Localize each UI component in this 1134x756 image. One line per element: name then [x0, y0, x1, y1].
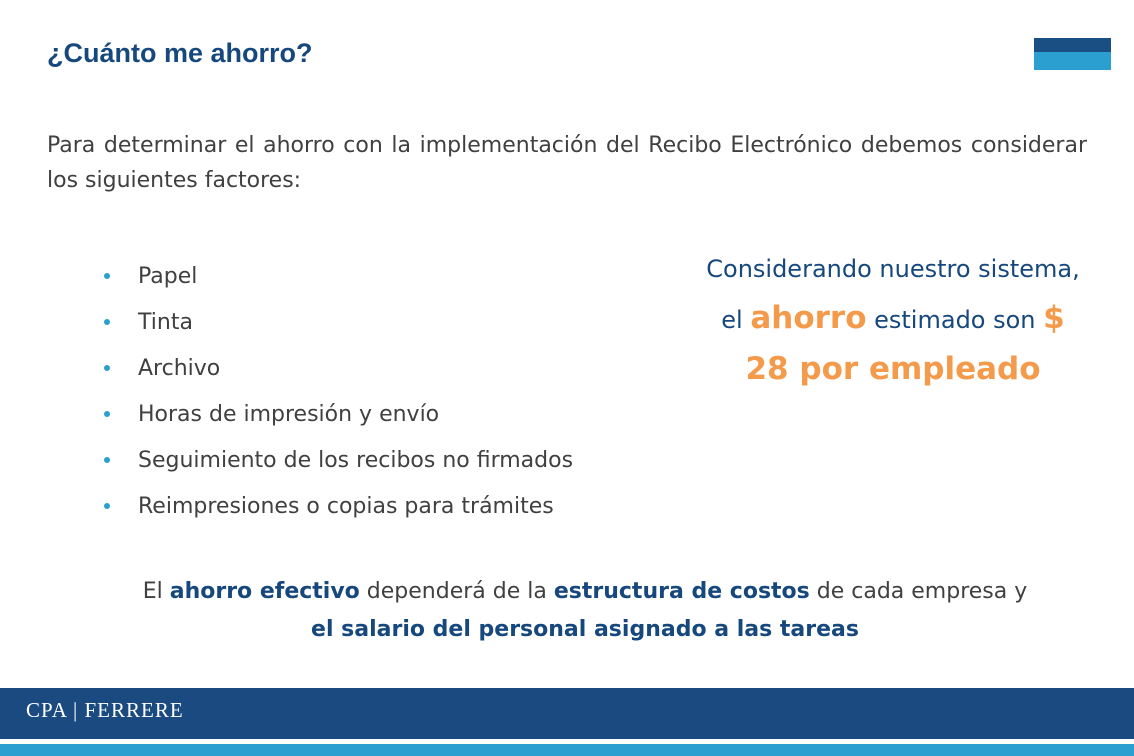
bullet-icon [104, 273, 110, 279]
corner-brand-mark [1034, 38, 1111, 70]
factor-label: Reimpresiones o copias para trámites [138, 494, 554, 519]
callout-highlight-amount: $ 28 por empleado [745, 300, 1065, 387]
factor-label: Papel [138, 264, 198, 289]
intro-paragraph: Para determinar el ahorro con la implementación del Recibo Electrónico debemos considerar los siguientes factores: [47, 133, 1087, 193]
corner-mark-light-band [1034, 52, 1111, 70]
callout-text-2: estimado son [866, 306, 1044, 334]
factor-label: Horas de impresión y envío [138, 402, 440, 427]
summary-emphasis-2: estructura de costos [553, 579, 810, 604]
summary-text-3: de cada empresa y [809, 579, 1028, 604]
footer-accent-stripe [0, 744, 1134, 756]
corner-mark-dark-band [1034, 38, 1111, 52]
bullet-icon [104, 319, 110, 325]
factor-label: Seguimiento de los recibos no firmados [138, 448, 574, 473]
factor-label: Tinta [138, 310, 193, 335]
bullet-icon [104, 365, 110, 371]
callout-text-1: Considerando nuestro sistema, el [706, 255, 1080, 334]
footer-bar [0, 688, 1134, 739]
slide-title: ¿Cuánto me ahorro? [47, 38, 313, 68]
summary-emphasis-3: el salario del personal asignado a las tareas [311, 617, 859, 642]
summary-emphasis-1: ahorro efectivo [169, 579, 360, 604]
bullet-icon [104, 411, 110, 417]
summary-paragraph [130, 573, 1040, 649]
bullet-icon [104, 457, 110, 463]
summary-text-2: dependerá de la [359, 579, 554, 604]
bullet-icon [104, 503, 110, 509]
savings-callout [700, 245, 1086, 396]
summary-text-1: El [142, 579, 170, 604]
callout-highlight-savings: ahorro [750, 300, 867, 336]
footer-logo: CPA | FERRERE [26, 698, 184, 722]
factor-label: Archivo [138, 356, 221, 381]
